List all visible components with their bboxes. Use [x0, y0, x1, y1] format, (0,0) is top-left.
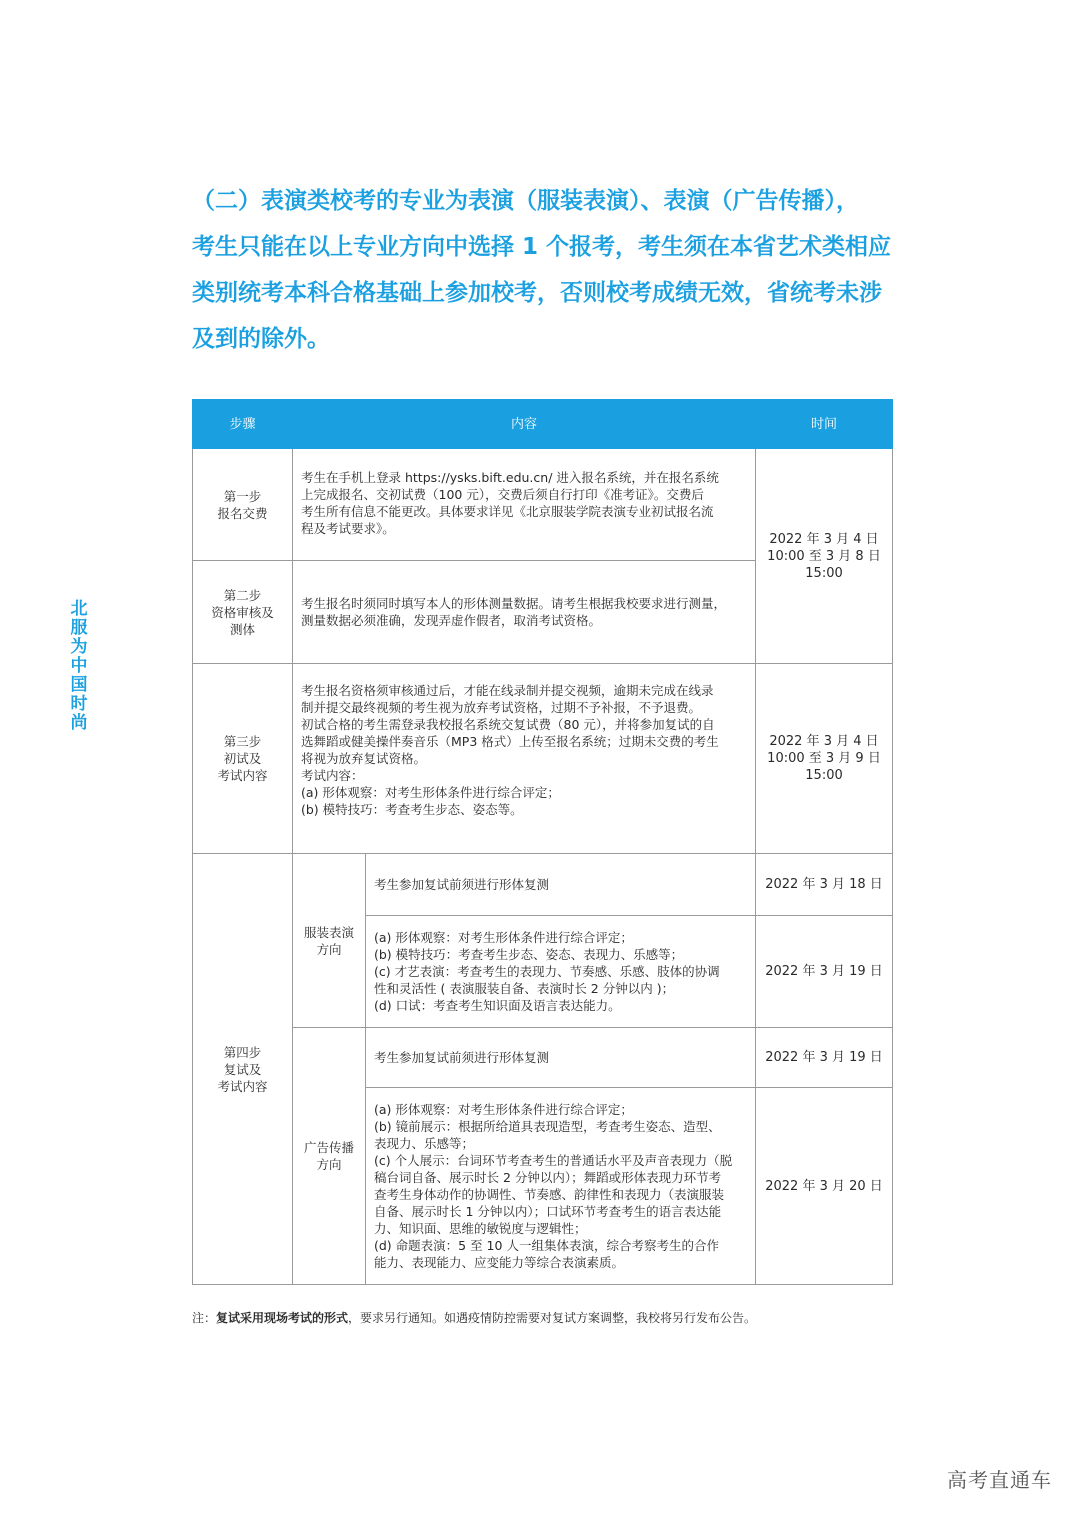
step3-label	[193, 664, 293, 854]
content-line: 考生报名资格须审核通过后，才能在线录制并提交视频，逾期未完成在线录	[301, 683, 714, 698]
fashion-row1-time: 2022 年 3 月 18 日	[756, 854, 893, 916]
content-line: (a) 形体观察：对考生形体条件进行综合评定；	[374, 930, 633, 945]
direction-line: 方向	[316, 1157, 342, 1172]
watermark: 高考直通车	[947, 1468, 1052, 1492]
fashion-direction	[293, 854, 366, 1028]
content-line: 测量数据必须准确，发现弄虚作假者，取消考试资格。	[301, 613, 602, 628]
intro-paragraph	[192, 178, 892, 362]
header-time: 时间	[756, 400, 893, 449]
table-header-row	[193, 400, 893, 449]
table-row-step1	[193, 449, 893, 561]
note-prefix: 注：	[192, 1311, 217, 1325]
fashion-row1-content: 考生参加复试前须进行形体复测	[366, 854, 756, 916]
step-label-line: 考试内容	[217, 1078, 268, 1094]
advert-row2-content	[366, 1088, 756, 1285]
time-line: 10:00 至 3 月 9 日	[767, 751, 881, 766]
time-line: 15:00	[805, 565, 843, 581]
advert-row2-time: 2022 年 3 月 20 日	[756, 1088, 893, 1285]
side-label: 北服为中国时尚	[70, 599, 88, 733]
fashion-row2-content	[366, 916, 756, 1028]
content-line: 力、知识面、思维的敏锐度与逻辑性；	[374, 1221, 587, 1236]
step-label-line: 复试及	[223, 1061, 262, 1077]
direction-line: 服装表演	[303, 924, 354, 940]
note-bold: 复试采用现场考试的形式	[216, 1311, 349, 1325]
advert-direction	[293, 1028, 366, 1285]
step-label-line: 考试内容	[217, 768, 268, 783]
time-line: 15:00	[805, 768, 843, 783]
direction-line: 方向	[316, 941, 342, 957]
content-line: 上完成报名、交初试费（100 元），交费后须自行打印《准考证》。交费后	[301, 487, 704, 502]
content-line: 考生在手机上登录 https://ysks.bift.edu.cn/ 进入报名系统，并在报名系统	[301, 470, 719, 485]
direction-line: 广告传播	[303, 1140, 354, 1155]
content-line: 初试合格的考生需登录我校报名系统交复试费（80 元），并将参加复试的自	[301, 717, 715, 732]
content-line: (a) 形体观察：对考生形体条件进行综合评定；	[301, 785, 560, 800]
table-row-step4-fashion-1	[193, 854, 893, 916]
step1-content	[293, 449, 756, 561]
content-line: (c) 才艺表演：考查考生的表现力、节奏感、乐感、肢体的协调	[374, 964, 720, 979]
fashion-row2-time: 2022 年 3 月 19 日	[756, 916, 893, 1028]
content-line: 稿台词自备、展示时长 2 分钟以内）；舞蹈或形体表现力环节考	[374, 1170, 722, 1185]
step3-time	[756, 664, 893, 854]
content-line: (d) 命题表演：5 至 10 人一组集体表演，综合考察考生的合作	[374, 1238, 719, 1253]
header-step: 步骤	[193, 400, 293, 449]
content-line: (b) 模特技巧：考查考生步态、姿态、表现力、乐感等；	[374, 947, 684, 962]
content-line: 表现力、乐感等；	[374, 1136, 475, 1151]
note-rest: ，要求另行通知。如遇疫情防控需要对复试方案调整，我校将另行发布公告。	[348, 1311, 757, 1325]
step1-label	[193, 449, 293, 561]
step-label-line: 第四步	[223, 1044, 262, 1060]
content-line: 制并提交最终视频的考生视为放弃考试资格，过期不予补报，不予退费。	[301, 700, 702, 715]
content-line: (a) 形体观察：对考生形体条件进行综合评定；	[374, 1102, 633, 1117]
time-line: 2022 年 3 月 4 日	[769, 531, 879, 547]
step12-time	[756, 449, 893, 664]
content-line: 将视为放弃复试资格。	[301, 751, 427, 766]
table-row-step4-advert-1	[193, 1028, 893, 1088]
step-label-line: 第三步	[223, 734, 262, 749]
intro-line: 考生只能在以上专业方向中选择 1 个报考，考生须在本省艺术类相应	[192, 234, 892, 260]
content-line: 考试内容：	[301, 768, 364, 783]
footnote	[192, 1309, 892, 1326]
time-line: 2022 年 3 月 4 日	[769, 734, 879, 749]
time-line: 10:00 至 3 月 8 日	[767, 548, 881, 564]
step4-label	[193, 854, 293, 1285]
intro-line: 类别统考本科合格基础上参加校考，否则校考成绩无效，省统考未涉	[192, 280, 882, 306]
header-content: 内容	[293, 400, 756, 449]
step-label-line: 资格审核及	[211, 604, 274, 620]
step-label-line: 报名交费	[217, 505, 268, 521]
step-label-line: 初试及	[223, 751, 262, 766]
advert-row1-time: 2022 年 3 月 19 日	[756, 1028, 893, 1088]
intro-line: （二）表演类校考的专业为表演（服装表演）、表演（广告传播），	[192, 188, 859, 214]
step2-content	[293, 561, 756, 664]
content-line: 程及考试要求》。	[301, 521, 395, 536]
content-line: 自备、展示时长 1 分钟以内）；口试环节考查考生的语言表达能	[374, 1204, 722, 1219]
content-line: 性和灵活性 ( 表演服装自备、表演时长 2 分钟以内 )；	[374, 981, 675, 996]
content-line: (c) 个人展示：台词环节考查考生的普通话水平及声音表现力（脱	[374, 1153, 733, 1168]
step-label-line: 第二步	[223, 587, 262, 603]
intro-line: 及到的除外。	[192, 326, 330, 352]
content-line: 考生所有信息不能更改。具体要求详见《北京服装学院表演专业初试报名流	[301, 504, 714, 519]
table-row-step3	[193, 664, 893, 854]
content-line: 选舞蹈或健美操伴奏音乐（MP3 格式）上传至报名系统；过期未交费的考生	[301, 734, 719, 749]
content-line: 查考生身体动作的协调性、节奏感、韵律性和表现力（表演服装	[374, 1187, 725, 1202]
step2-label	[193, 561, 293, 664]
advert-row1-content: 考生参加复试前须进行形体复测	[366, 1028, 756, 1088]
step-label-line: 测体	[229, 621, 255, 637]
steps-table	[192, 399, 893, 1285]
content-line: (b) 模特技巧：考查考生步态、姿态等。	[301, 802, 523, 817]
content-line: 能力、表现能力、应变能力等综合表演素质。	[374, 1255, 625, 1270]
step3-content	[293, 664, 756, 854]
step-label-line: 第一步	[223, 488, 262, 504]
content-line: (b) 镜前展示：根据所给道具表现造型，考查考生姿态、造型、	[374, 1119, 721, 1134]
content-line: (d) 口试：考查考生知识面及语言表达能力。	[374, 998, 621, 1013]
content-line: 考生报名时须同时填写本人的形体测量数据。请考生根据我校要求进行测量，	[301, 596, 727, 611]
